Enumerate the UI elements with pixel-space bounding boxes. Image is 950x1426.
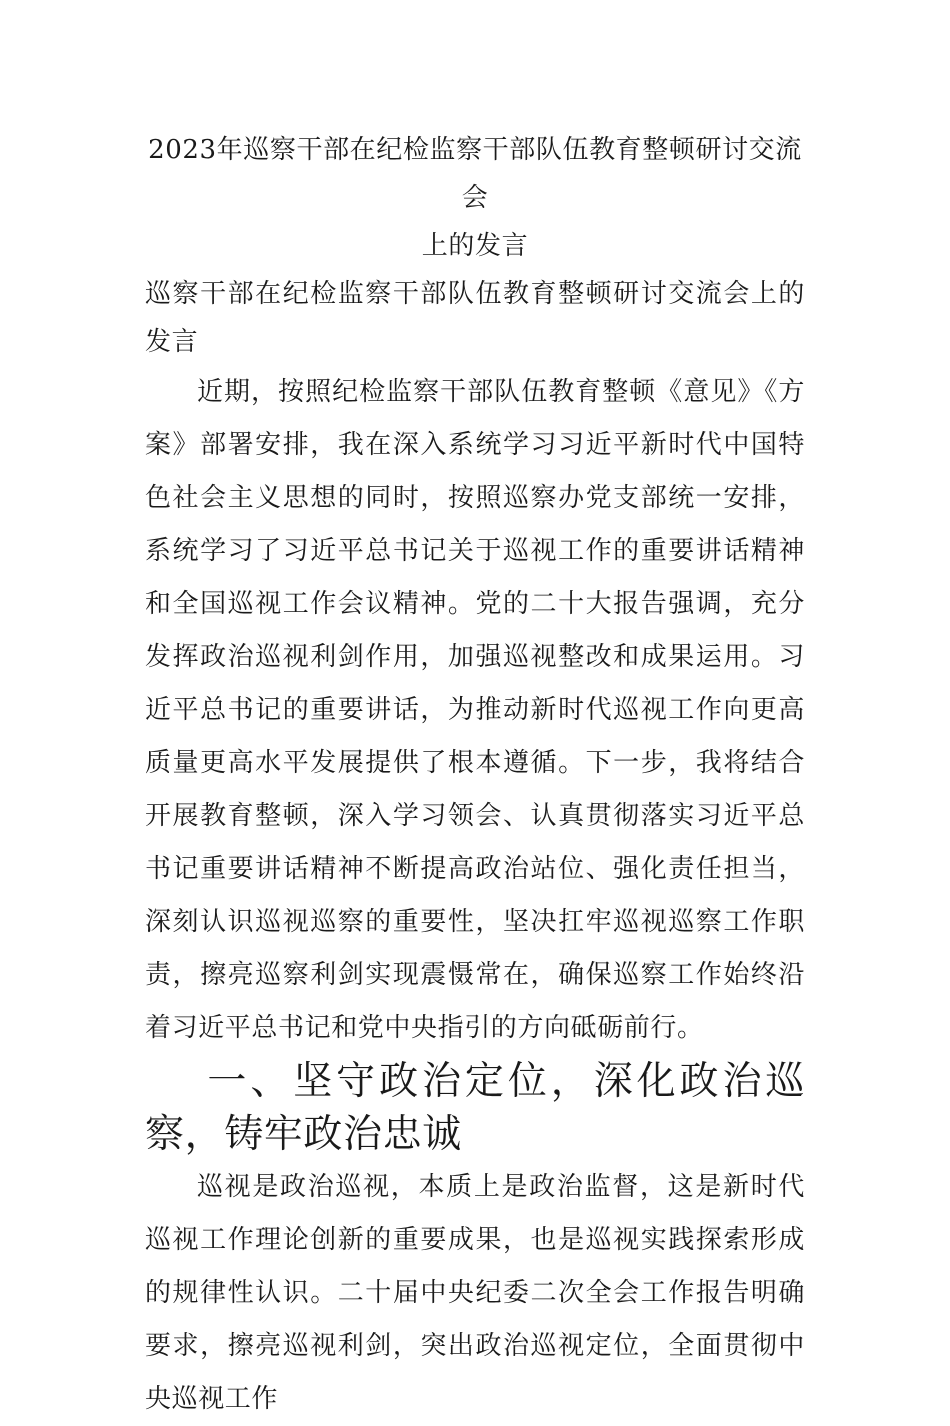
section-paragraph: 巡视是政治巡视，本质上是政治监督，这是新时代巡视工作理论创新的重要成果，也是巡视实践探索形成的规律性认识。二十届中央纪委二次全会工作报告明确要求，擦亮巡视利剑，突出政治巡视定位，全面贯彻中央巡视工作 (145, 1172, 805, 1414)
title-line-1: 2023年巡察干部在纪检监察干部队伍教育整顿研讨交流会 (148, 135, 802, 213)
section-heading: 一、坚守政治定位，深化政治巡察，铸牢政治忠诚 (145, 1059, 805, 1157)
document-title (145, 126, 805, 270)
title-line-2: 上的发言 (421, 231, 529, 261)
document-body (145, 126, 805, 1426)
document-subtitle: 巡察干部在纪检监察干部队伍教育整顿研讨交流会上的发言 (145, 279, 805, 357)
intro-paragraph: 近期，按照纪检监察干部队伍教育整顿《意见》《方案》部署安排，我在深入系统学习习近平新时代中国特色社会主义思想的同时，按照巡察办党支部统一安排，系统学习了习近平总书记关于巡视工作的重要讲话精神和全国巡视工作会议精神。党的二十大报告强调，充分发挥政治巡视利剑作用，加强巡视整改和成果运用。习近平总书记的重要讲话，为推动新时代巡视工作向更高质量更高水平发展提供了根本遵循。下一步，我将结合开展教育整顿，深入学习领会、认真贯彻落实习近平总书记重要讲话精神不断提高政治站位、强化责任担当，深刻认识巡视巡察的重要性，坚决扛牢巡视巡察工作职责，擦亮巡察利剑实现震慑常在，确保巡察工作始终沿着习近平总书记和党中央指引的方向砥砺前行。 (145, 377, 805, 1043)
